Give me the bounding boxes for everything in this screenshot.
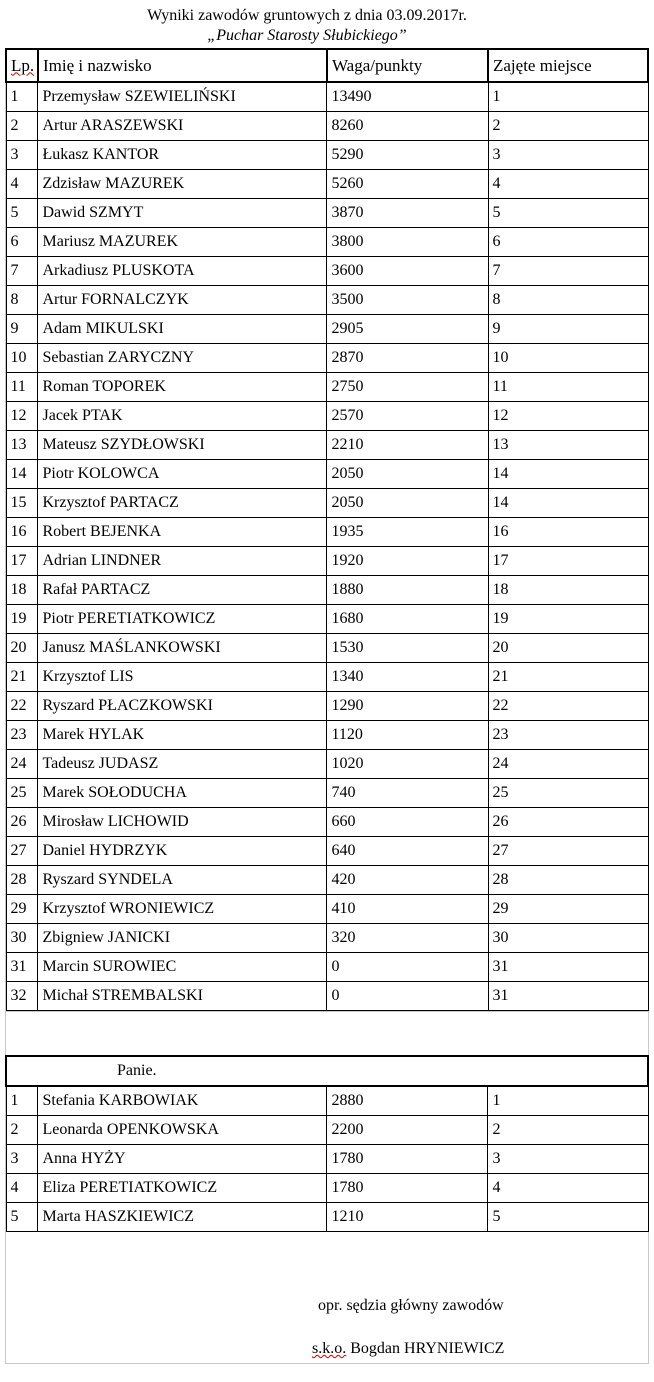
place: 14 (488, 460, 648, 489)
row-number: 3 (6, 1145, 38, 1174)
place: 25 (488, 779, 648, 808)
weight-points: 2750 (327, 373, 488, 402)
table-row (6, 663, 648, 692)
place: 24 (488, 750, 648, 779)
place: 2 (488, 112, 648, 141)
place: 6 (488, 228, 648, 257)
row-number: 25 (6, 779, 38, 808)
weight-points: 660 (327, 808, 488, 837)
row-number: 2 (6, 1116, 38, 1145)
place: 27 (488, 837, 648, 866)
competitor-name: Eliza PERETIATKOWICZ (38, 1174, 327, 1203)
weight-points: 2905 (327, 315, 488, 344)
weight-points: 2210 (327, 431, 488, 460)
place: 17 (488, 547, 648, 576)
place: 1 (488, 82, 648, 112)
row-number: 7 (6, 257, 38, 286)
place: 23 (488, 721, 648, 750)
competitor-name: Jacek PTAK (38, 402, 327, 431)
row-number: 28 (6, 866, 38, 895)
row-number: 11 (6, 373, 38, 402)
table-row (6, 112, 648, 141)
competitor-name: Ryszard PŁACZKOWSKI (38, 692, 327, 721)
table-row (6, 982, 648, 1011)
results-table (5, 48, 649, 1011)
place: 11 (488, 373, 648, 402)
women-table-row (6, 1174, 648, 1203)
row-number: 10 (6, 344, 38, 373)
judge-label: opr. sędzia główny zawodów (318, 1297, 504, 1314)
document-title: Wyniki zawodów gruntowych z dnia 03.09.2017r. (147, 7, 467, 24)
place: 12 (488, 402, 648, 431)
weight-points: 1935 (327, 518, 488, 547)
competitor-name: Artur ARASZEWSKI (38, 112, 327, 141)
row-number: 32 (6, 982, 38, 1011)
table-row (6, 924, 648, 953)
table-row (6, 837, 648, 866)
place: 31 (488, 982, 648, 1011)
row-number: 14 (6, 460, 38, 489)
row-number: 8 (6, 286, 38, 315)
place: 13 (488, 431, 648, 460)
competitor-name: Przemysław SZEWIELIŃSKI (38, 82, 327, 112)
column-header-place: Zajęte miejsce (488, 49, 648, 82)
row-number: 6 (6, 228, 38, 257)
place: 4 (488, 170, 648, 199)
weight-points: 5260 (327, 170, 488, 199)
row-number: 15 (6, 489, 38, 518)
competitor-name: Robert BEJENKA (38, 518, 327, 547)
competitor-name: Arkadiusz PLUSKOTA (38, 257, 327, 286)
weight-points: 420 (327, 866, 488, 895)
place: 28 (488, 866, 648, 895)
competitor-name: Anna HYŻY (38, 1145, 327, 1174)
place: 9 (488, 315, 648, 344)
place: 22 (488, 692, 648, 721)
place: 4 (488, 1174, 648, 1203)
place: 3 (488, 141, 648, 170)
weight-points: 2880 (327, 1086, 488, 1116)
place: 31 (488, 953, 648, 982)
place: 10 (488, 344, 648, 373)
competitor-name: Adam MIKULSKI (38, 315, 327, 344)
column-header-lp: Lp. (6, 49, 38, 82)
place: 16 (488, 518, 648, 547)
row-number: 2 (6, 112, 38, 141)
competitor-name: Tadeusz JUDASZ (38, 750, 327, 779)
place: 19 (488, 605, 648, 634)
place: 21 (488, 663, 648, 692)
women-table-row (6, 1116, 648, 1145)
competitor-name: Artur FORNALCZYK (38, 286, 327, 315)
table-row (6, 895, 648, 924)
weight-points: 410 (327, 895, 488, 924)
competitor-name: Zbigniew JANICKI (38, 924, 327, 953)
row-number: 5 (6, 1203, 38, 1232)
competitor-name: Mirosław LICHOWID (38, 808, 327, 837)
row-number: 9 (6, 315, 38, 344)
table-row (6, 431, 648, 460)
place: 7 (488, 257, 648, 286)
competitor-name: Ryszard SYNDELA (38, 866, 327, 895)
competitor-name: Piotr PERETIATKOWICZ (38, 605, 327, 634)
weight-points: 320 (327, 924, 488, 953)
row-number: 4 (6, 170, 38, 199)
table-row (6, 228, 648, 257)
place: 8 (488, 286, 648, 315)
page-divider (5, 1011, 649, 1012)
weight-points: 1680 (327, 605, 488, 634)
row-number: 19 (6, 605, 38, 634)
judge-name: Bogdan HRYNIEWICZ (350, 1340, 505, 1357)
table-row (6, 721, 648, 750)
table-row (6, 576, 648, 605)
women-table (5, 1055, 649, 1232)
place: 3 (488, 1145, 648, 1174)
table-row (6, 286, 648, 315)
table-row (6, 692, 648, 721)
competitor-name: Mariusz MAZUREK (38, 228, 327, 257)
competitor-name: Marcin SUROWIEC (38, 953, 327, 982)
row-number: 17 (6, 547, 38, 576)
weight-points: 1020 (327, 750, 488, 779)
weight-points: 1880 (327, 576, 488, 605)
competitor-name: Krzysztof PARTACZ (38, 489, 327, 518)
row-number: 29 (6, 895, 38, 924)
row-number: 5 (6, 199, 38, 228)
place: 20 (488, 634, 648, 663)
competitor-name: Krzysztof LIS (38, 663, 327, 692)
women-table-row (6, 1086, 648, 1116)
table-row (6, 344, 648, 373)
competitor-name: Marek SOŁODUCHA (38, 779, 327, 808)
weight-points: 2050 (327, 489, 488, 518)
competitor-name: Marek HYLAK (38, 721, 327, 750)
table-row (6, 634, 648, 663)
competitor-name: Mateusz SZYDŁOWSKI (38, 431, 327, 460)
competitor-name: Daniel HYDRZYK (38, 837, 327, 866)
competitor-name: Leonarda OPENKOWSKA (38, 1116, 327, 1145)
weight-points: 2570 (327, 402, 488, 431)
row-number: 1 (6, 1086, 38, 1116)
weight-points: 740 (327, 779, 488, 808)
weight-points: 1340 (327, 663, 488, 692)
row-number: 13 (6, 431, 38, 460)
place: 2 (488, 1116, 648, 1145)
page-divider-bottom (5, 1363, 649, 1364)
row-number: 4 (6, 1174, 38, 1203)
weight-points: 2870 (327, 344, 488, 373)
place: 5 (488, 199, 648, 228)
row-number: 26 (6, 808, 38, 837)
table-row (6, 750, 648, 779)
competitor-name: Marta HASZKIEWICZ (38, 1203, 327, 1232)
weight-points: 5290 (327, 141, 488, 170)
weight-points: 0 (327, 953, 488, 982)
document-subtitle: „Puchar Starosty Słubickiego” (207, 27, 407, 44)
competitor-name: Michał STREMBALSKI (38, 982, 327, 1011)
table-row (6, 257, 648, 286)
row-number: 3 (6, 141, 38, 170)
competitor-name: Dawid SZMYT (38, 199, 327, 228)
table-row (6, 315, 648, 344)
weight-points: 2200 (327, 1116, 488, 1145)
weight-points: 1920 (327, 547, 488, 576)
competitor-name: Janusz MAŚLANKOWSKI (38, 634, 327, 663)
column-header-name: Imię i nazwisko (38, 49, 327, 82)
weight-points: 2050 (327, 460, 488, 489)
competitor-name: Sebastian ZARYCZNY (38, 344, 327, 373)
table-header-row (6, 49, 648, 82)
table-row (6, 460, 648, 489)
column-header-weight: Waga/punkty (327, 49, 488, 82)
women-header-row (6, 1056, 648, 1086)
weight-points: 1290 (327, 692, 488, 721)
weight-points: 640 (327, 837, 488, 866)
competitor-name: Krzysztof WRONIEWICZ (38, 895, 327, 924)
table-row (6, 866, 648, 895)
row-number: 21 (6, 663, 38, 692)
table-row (6, 489, 648, 518)
competitor-name: Roman TOPOREK (38, 373, 327, 402)
place: 14 (488, 489, 648, 518)
women-table-row (6, 1203, 648, 1232)
judge-signature (312, 1340, 504, 1358)
weight-points: 13490 (327, 82, 488, 112)
place: 1 (488, 1086, 648, 1116)
table-row (6, 170, 648, 199)
row-number: 30 (6, 924, 38, 953)
weight-points: 0 (327, 982, 488, 1011)
row-number: 23 (6, 721, 38, 750)
table-row (6, 547, 648, 576)
place: 18 (488, 576, 648, 605)
table-row (6, 953, 648, 982)
weight-points: 1780 (327, 1174, 488, 1203)
row-number: 1 (6, 82, 38, 112)
competitor-name: Piotr KOLOWCA (38, 460, 327, 489)
row-number: 18 (6, 576, 38, 605)
place: 30 (488, 924, 648, 953)
place: 5 (488, 1203, 648, 1232)
competitor-name: Rafał PARTACZ (38, 576, 327, 605)
row-number: 20 (6, 634, 38, 663)
weight-points: 1780 (327, 1145, 488, 1174)
row-number: 12 (6, 402, 38, 431)
competitor-name: Łukasz KANTOR (38, 141, 327, 170)
competitor-name: Adrian LINDNER (38, 547, 327, 576)
row-number: 16 (6, 518, 38, 547)
competitor-name: Stefania KARBOWIAK (38, 1086, 327, 1116)
table-row (6, 402, 648, 431)
table-row (6, 779, 648, 808)
table-row (6, 605, 648, 634)
judge-abbreviation: s.k.o. (312, 1340, 347, 1357)
row-number: 31 (6, 953, 38, 982)
weight-points: 1530 (327, 634, 488, 663)
table-row (6, 82, 648, 112)
table-row (6, 808, 648, 837)
place: 26 (488, 808, 648, 837)
weight-points: 3600 (327, 257, 488, 286)
competitor-name: Zdzisław MAZUREK (38, 170, 327, 199)
women-section-title: Panie. (6, 1056, 648, 1086)
women-table-row (6, 1145, 648, 1174)
weight-points: 3500 (327, 286, 488, 315)
weight-points: 3800 (327, 228, 488, 257)
table-row (6, 373, 648, 402)
weight-points: 8260 (327, 112, 488, 141)
row-number: 22 (6, 692, 38, 721)
table-row (6, 141, 648, 170)
row-number: 27 (6, 837, 38, 866)
place: 29 (488, 895, 648, 924)
weight-points: 3870 (327, 199, 488, 228)
row-number: 24 (6, 750, 38, 779)
weight-points: 1210 (327, 1203, 488, 1232)
table-row (6, 199, 648, 228)
table-row (6, 518, 648, 547)
weight-points: 1120 (327, 721, 488, 750)
